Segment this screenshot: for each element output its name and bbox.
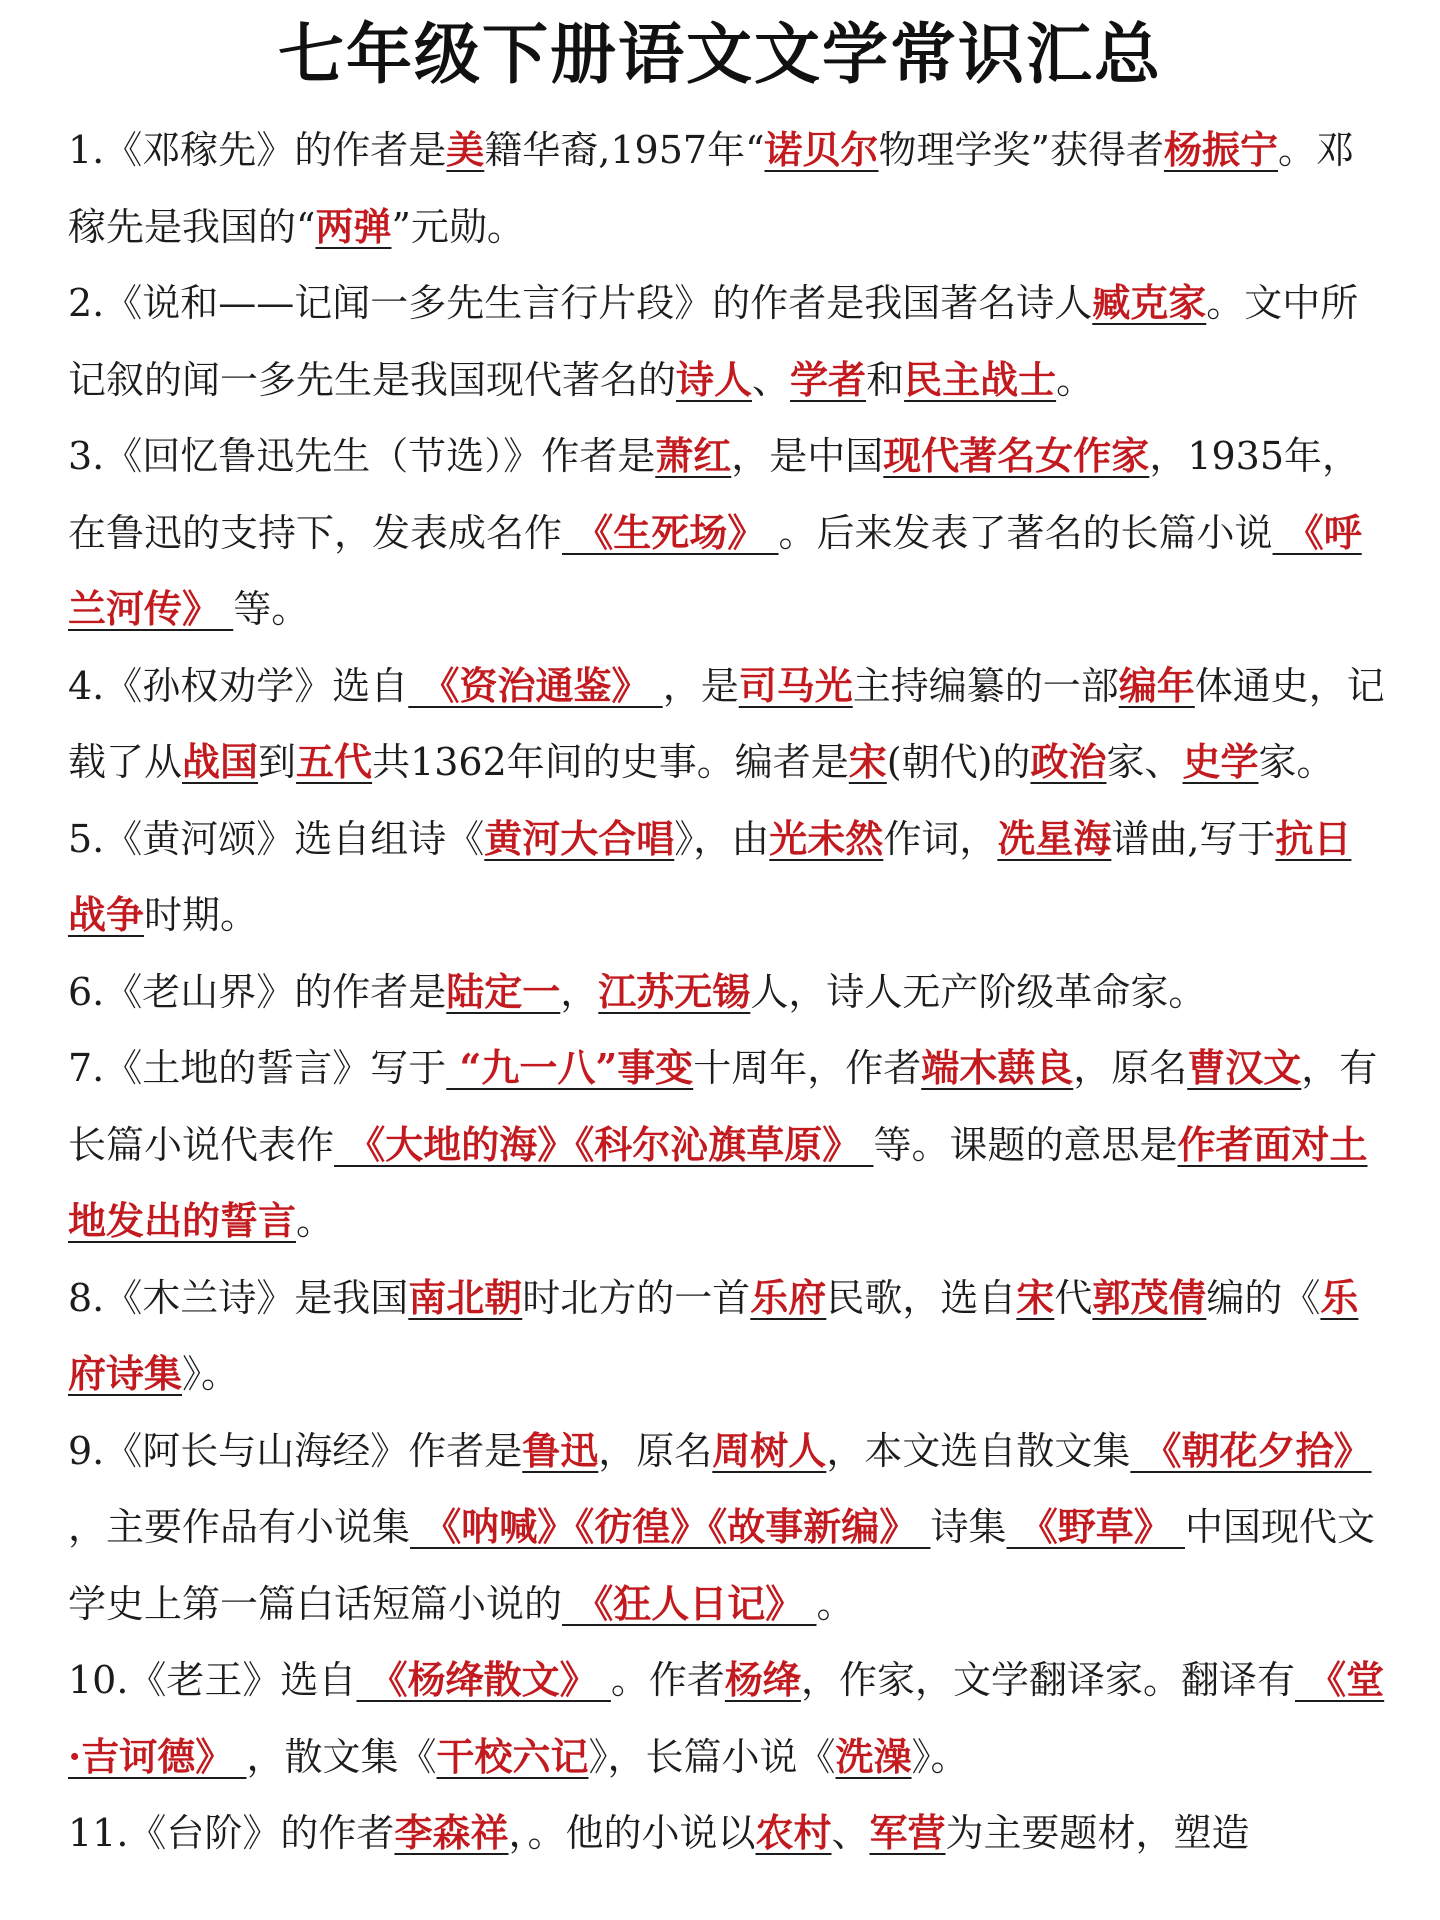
list-item [68,1413,1388,1643]
list-item [68,1795,1388,1872]
item-text: 人，诗人无产阶级革命家。 [750,969,1207,1014]
highlighted-term: 干校六记 [436,1733,589,1779]
item-text: 3.《回忆鲁迅先生（节选）》作者是 [68,434,656,478]
item-text: 。作者 [610,1658,725,1702]
list-item [68,1642,1388,1795]
highlighted-term: 五代 [296,739,373,784]
highlighted-term: 军营 [869,1810,946,1855]
highlighted-term: 司马光 [738,662,853,708]
highlighted-term: 《生死场》 [562,509,779,555]
item-text: 、 [831,1811,870,1855]
item-text: ，原名 [1073,1046,1188,1090]
list-item [68,1030,1388,1260]
list-item [68,648,1388,801]
highlighted-term: 冼星海 [997,815,1112,861]
list-item [68,112,1388,265]
item-text: 4.《孙权劝学》选自 [68,663,409,708]
item-text: 8.《木兰诗》是我国 [68,1275,409,1320]
highlighted-term: 臧克家 [1092,280,1207,325]
item-text: 9.《阿长与山海经》作者是 [68,1428,523,1473]
highlighted-term: 《呼兰河传》 [68,509,1362,631]
item-text: ，散文集《 [246,1734,437,1779]
highlighted-term: 曹汉文 [1187,1045,1302,1090]
item-text: ，本文选自散文集 [826,1428,1131,1473]
item-text: 时北方的一首 [522,1275,751,1320]
highlighted-term: 乐府诗集 [68,1274,1359,1396]
item-text: 民歌，选自 [826,1275,1017,1320]
item-text: 中国现代文学史上第一篇白话短篇小说的 [68,1505,1375,1626]
item-text: 。文中所记叙的闻一多先生是我国现代著名的 [68,281,1359,402]
list-item [68,418,1388,648]
highlighted-term: 《狂人日记》 [562,1580,817,1626]
highlighted-term: “九一八”事变 [446,1045,694,1090]
item-text: 》。 [911,1734,969,1779]
highlighted-term: 诗人 [676,356,753,402]
highlighted-term: 民主战士 [904,356,1057,402]
highlighted-term: 现代著名女作家 [883,433,1150,478]
item-text: 6.《老山界》的作者是 [68,969,447,1014]
item-text: 7.《土地的誓言》写于 [68,1046,447,1090]
item-text: (朝代)的 [886,740,1031,784]
highlighted-term: 作者面对土地发出的誓言 [68,1121,1368,1243]
item-text: 。 [1056,357,1095,402]
highlighted-term: 《杨绛散文》 [356,1657,611,1702]
highlighted-term: 农村 [755,1810,832,1855]
item-text: 。 [816,1581,855,1626]
item-text: 共1362年间的史事。编者是 [372,740,849,784]
item-text: ， [560,969,599,1014]
highlighted-term: 陆定一 [446,968,561,1014]
highlighted-term: 杨绛 [724,1657,801,1702]
highlighted-term: 诺贝尔 [764,127,879,172]
item-text: 籍华裔,1957年“ [484,128,765,172]
item-text: 》。 [182,1352,240,1396]
item-text: 、 [752,357,791,402]
highlighted-term: 宋 [1016,1274,1055,1320]
item-text: 》，长篇小说《 [588,1734,836,1779]
highlighted-term: 李森祥 [394,1810,509,1855]
highlighted-term: 学者 [790,356,867,402]
item-text: ，有长篇小说代表作 [68,1046,1378,1167]
highlighted-term: 抗日战争 [68,815,1352,937]
item-text: ，作家，文学翻译家。翻译有 [800,1658,1295,1702]
highlighted-term: 宋 [848,739,887,784]
highlighted-term: 《资治通鉴》 [408,662,663,708]
highlighted-term: 郭茂倩 [1092,1274,1207,1320]
highlighted-term: 乐府 [750,1274,827,1320]
highlighted-term: 杨振宁 [1163,127,1278,172]
item-text: 谱曲,写于 [1111,816,1276,861]
item-text: 5.《黄河颂》选自组诗《 [68,816,485,861]
list-item [68,954,1388,1031]
item-text: 到 [258,740,297,784]
item-text: 和 [866,357,905,402]
item-text: ，1935年，在鲁迅的支持下，发表成名作 [68,434,1361,555]
list-item [68,1260,1388,1413]
item-text: 。邓稼先是我国的“ [68,128,1354,249]
item-text: 。 [296,1199,335,1243]
highlighted-term: 萧红 [655,433,732,478]
item-text: 作词， [883,816,998,861]
highlighted-term: 洗澡 [835,1733,912,1779]
item-text: 1.《邓稼先》的作者是 [68,128,447,172]
item-text: 家、 [1106,740,1183,784]
item-text: 10.《老王》选自 [68,1658,357,1702]
page-title: 七年级下册语文文学常识汇总 [278,16,1162,93]
item-text: ，。他的小说以 [508,1811,756,1855]
list-item [68,801,1388,954]
item-text: 11.《台阶》的作者 [68,1811,395,1855]
highlighted-term: 战国 [182,739,259,784]
highlighted-term: 美 [446,127,485,172]
highlighted-term: 《大地的海》《科尔沁旗草原》 [334,1121,874,1167]
item-text: 2.《说和——记闻一多先生言行片段》的作者是我国著名诗人 [68,281,1093,325]
item-text: ，是中国 [731,434,884,478]
item-text: 十周年，作者 [693,1046,922,1090]
item-text: ”元勋。 [391,204,525,249]
highlighted-term: 两弹 [315,203,392,249]
knowledge-list [68,112,1388,1872]
item-text: 代 [1054,1275,1093,1320]
item-text: ，原名 [598,1428,713,1473]
highlighted-term: 政治 [1030,739,1107,784]
item-text: 主持编纂的一部 [852,663,1119,708]
highlighted-term: 编年 [1118,662,1195,708]
item-text: 》，由 [674,816,770,861]
highlighted-term: 《野草》 [1006,1504,1185,1549]
item-text: 诗集 [930,1505,1007,1549]
highlighted-term: 南北朝 [408,1274,523,1320]
highlighted-term: 江苏无锡 [598,968,751,1014]
item-text: ，是 [662,663,739,708]
highlighted-term: 黄河大合唱 [484,815,675,861]
item-text: ，主要作品有小说集 [68,1505,411,1549]
highlighted-term: 周树人 [712,1427,827,1473]
highlighted-term: 鲁迅 [522,1427,599,1473]
highlighted-term: 《朝花夕拾》 [1130,1427,1372,1473]
item-text: 为主要题材，塑造 [945,1811,1250,1855]
item-text: 时期。 [144,893,259,937]
item-text: 家。 [1258,740,1335,784]
item-text: 。后来发表了著名的长篇小说 [778,510,1273,555]
item-text: 等。课题的意思是 [873,1122,1178,1167]
item-text: 等。 [233,587,310,631]
highlighted-term: 《堂·吉诃德》 [68,1657,1385,1779]
item-text: 编的《 [1206,1275,1321,1320]
highlighted-term: 光未然 [769,815,884,861]
item-text: 体通史，记载了从 [68,663,1385,784]
highlighted-term: 《呐喊》《彷徨》《故事新编》 [410,1504,931,1549]
highlighted-term: 端木蕻良 [921,1045,1074,1090]
highlighted-term: 史学 [1182,739,1259,784]
item-text: 物理学奖”获得者 [878,128,1164,172]
list-item [68,265,1388,418]
